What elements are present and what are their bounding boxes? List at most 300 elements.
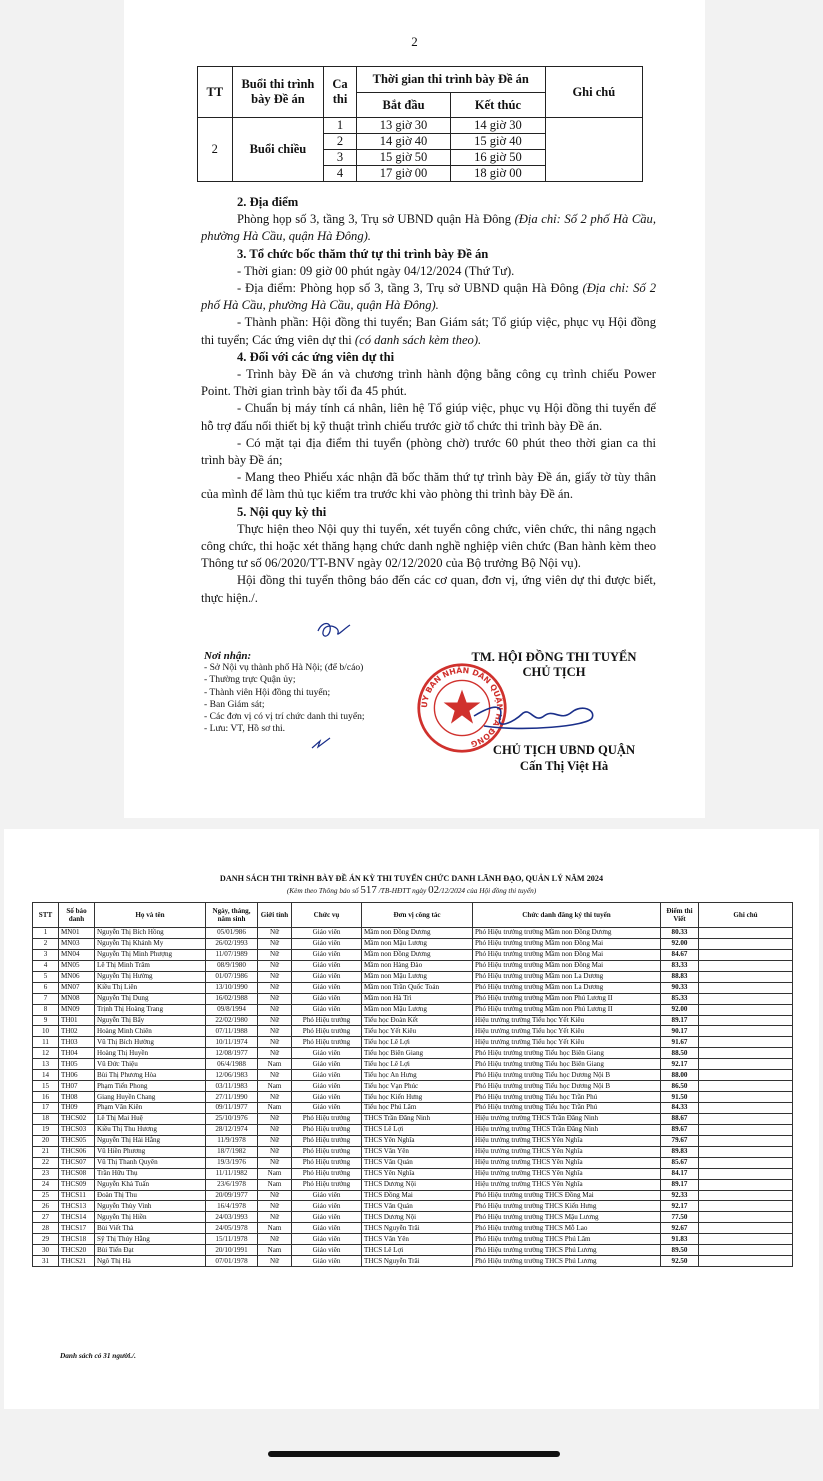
cell-name: Nguyễn Khả Tuấn (95, 1179, 206, 1190)
cell-score: 90.33 (661, 982, 699, 993)
table-row (33, 1212, 793, 1223)
cell-title: Phó Hiệu trưởng trường Tiểu học Dương Nội B (473, 1081, 661, 1092)
cell-position: Giáo viên (292, 971, 362, 982)
cell-stt: 3 (33, 949, 59, 960)
col-note: Ghi chú (545, 67, 642, 118)
cell-sbd: MN06 (59, 971, 95, 982)
cell-stt: 5 (33, 971, 59, 982)
cell-stt: 22 (33, 1157, 59, 1168)
cell-position: Giáo viên (292, 938, 362, 949)
cell-name: Nguyễn Thị Dung (95, 993, 206, 1004)
cell-gender: Nữ (258, 1026, 292, 1037)
cell-title: Hiệu trưởng trường Tiểu học Yết Kiêu (473, 1015, 661, 1026)
cell-unit: THCS Đồng Mai (362, 1190, 473, 1201)
list-subtitle: (Kèm theo Thông báo số 517 /TB-HĐTT ngày 02/12/2024 của Hội đồng thi tuyển) (286, 884, 537, 896)
cell-title: Phó Hiệu trưởng trường THCS Mỗ Lao (473, 1223, 661, 1234)
cell-gender: Nữ (258, 1004, 292, 1015)
cell-unit: Tiểu học Vạn Phúc (362, 1081, 473, 1092)
cell-score: 92.17 (661, 1059, 699, 1070)
shift-end: 18 giờ 00 (451, 166, 545, 182)
cell-gender: Nữ (258, 1157, 292, 1168)
cell-title: Phó Hiệu trưởng trường THCS Kiến Hưng (473, 1201, 661, 1212)
initial-signature (314, 617, 354, 641)
cell-note (699, 949, 793, 960)
cell-unit: THCS Văn Quán (362, 1157, 473, 1168)
cell-stt: 2 (33, 938, 59, 949)
candidate-list-table (32, 902, 793, 1267)
cell-unit: Tiểu học Kiến Hưng (362, 1092, 473, 1103)
cell-unit: Mầm non Đồng Dương (362, 928, 473, 939)
cell-title: Phó Hiệu trưởng trường Tiểu học Biên Giang (473, 1048, 661, 1059)
cell-gender: Nam (258, 1059, 292, 1070)
section-3-title: 3. Tổ chức bốc thăm thứ tự thi trình bày Đề án (237, 246, 489, 261)
cell-note (699, 971, 793, 982)
table-row (33, 1037, 793, 1048)
cell-name: Lê Thị Mai Huệ (95, 1113, 206, 1124)
cell-stt: 15 (33, 1081, 59, 1092)
cell-position: Giáo viên (292, 1092, 362, 1103)
recipient-item: - Lưu: VT, Hồ sơ thi. (204, 723, 286, 735)
table-row (33, 1070, 793, 1081)
cell-name: Trịnh Thị Hoàng Trang (95, 1004, 206, 1015)
cell-score: 90.17 (661, 1026, 699, 1037)
list-title: DANH SÁCH THI TRÌNH BÀY ĐỀ ÁN KỲ THI TUYỂN CHỨC DANH LÃNH ĐẠO, QUẢN LÝ NĂM 2024 (219, 874, 604, 883)
cell-dob: 07/01/1978 (206, 1256, 258, 1267)
cell-position: Phó Hiệu trưởng (292, 1113, 362, 1124)
cell-stt: 26 (33, 1201, 59, 1212)
cell-title: Phó Hiệu trưởng trường Mầm non La Dương (473, 982, 661, 993)
cell-unit: Tiểu học Biên Giang (362, 1048, 473, 1059)
cell-sbd: THCS18 (59, 1234, 95, 1245)
cell-title: Phó Hiệu trưởng trường Tiểu học Trần Phú (473, 1092, 661, 1103)
cell-name: Hoàng Thị Huyền (95, 1048, 206, 1059)
table-row (33, 1245, 793, 1256)
cell-gender: Nữ (258, 1015, 292, 1026)
cell-position: Giáo viên (292, 1245, 362, 1256)
cell-dob: 10/11/1974 (206, 1037, 258, 1048)
cell-title: Hiệu trưởng trường Tiểu học Yết Kiêu (473, 1026, 661, 1037)
cell-score: 92.17 (661, 1201, 699, 1212)
cell-note (699, 1059, 793, 1070)
table-row (33, 1081, 793, 1092)
recipient-item: - Sở Nội vụ thành phố Hà Nội; (để b/cáo) (204, 662, 364, 674)
cell-unit: THCS Nguyễn Trãi (362, 1256, 473, 1267)
table-row (33, 1048, 793, 1059)
cell-sbd: MN08 (59, 993, 95, 1004)
table-row (33, 1113, 793, 1124)
shift-start: 15 giờ 50 (356, 150, 450, 166)
section-4-item: - Trình bày Đề án và chương trình hành động bằng công cụ trình chiếu Power Point. Thời gian trình bày tối đa 45 phút. (201, 367, 656, 399)
cell-name: Vũ Đức Thiệu (95, 1059, 206, 1070)
cell-stt: 9 (33, 1015, 59, 1026)
cell-position: Giáo viên (292, 1070, 362, 1081)
cell-note (699, 1081, 793, 1092)
cell-note (699, 1146, 793, 1157)
cell-position: Giáo viên (292, 1201, 362, 1212)
signatory-role: CHỦ TỊCH (522, 665, 586, 679)
cell-stt: 19 (33, 1124, 59, 1135)
cell-score: 88.00 (661, 1070, 699, 1081)
cell-gender: Nữ (258, 1070, 292, 1081)
cell-score: 85.33 (661, 993, 699, 1004)
cell-sbd: MN09 (59, 1004, 95, 1015)
header-score: Điểm thi Viết (661, 903, 699, 928)
cell-sbd: THCS07 (59, 1157, 95, 1168)
section-3-time: - Thời gian: 09 giờ 00 phút ngày 04/12/2024 (Thứ Tư). (237, 263, 515, 278)
schedule-table (197, 66, 643, 182)
cell-position: Phó Hiệu trưởng (292, 1179, 362, 1190)
cell-score: 79.67 (661, 1135, 699, 1146)
col-time: Thời gian thi trình bày Đề án (356, 67, 545, 93)
cell-gender: Nữ (258, 960, 292, 971)
section-4-title: 4. Đối với các ứng viên dự thi (237, 349, 395, 364)
cell-title: Phó Hiệu trưởng trường Mầm non La Dương (473, 971, 661, 982)
cell-position: Giáo viên (292, 1004, 362, 1015)
cell-position: Giáo viên (292, 1256, 362, 1267)
cell-name: Lê Thị Minh Trâm (95, 960, 206, 971)
signatory-title: CHỦ TỊCH UBND QUẬN (492, 743, 636, 757)
cell-stt: 29 (33, 1234, 59, 1245)
cell-name: Nguyễn Thị Hiền (95, 1212, 206, 1223)
cell-gender: Nữ (258, 1113, 292, 1124)
cell-title: Phó Hiệu trưởng trường THCS Phú Lương (473, 1256, 661, 1267)
cell-note (699, 1245, 793, 1256)
header-stt: STT (33, 903, 59, 928)
cell-name: Bùi Viết Thà (95, 1223, 206, 1234)
table-row (33, 1179, 793, 1190)
recipients-block (204, 650, 404, 735)
row-session: Buổi chiều (232, 118, 324, 182)
header-sbd: Số báo danh (59, 903, 95, 928)
cell-position: Giáo viên (292, 1223, 362, 1234)
cell-note (699, 1234, 793, 1245)
cell-unit: Mầm non Đồng Dương (362, 949, 473, 960)
cell-name: Nguyễn Thị Minh Phượng (95, 949, 206, 960)
cell-name: Nguyễn Thị Bích Hồng (95, 928, 206, 939)
shift-end: 14 giờ 30 (451, 118, 545, 134)
cell-dob: 06/4/1988 (206, 1059, 258, 1070)
cell-note (699, 1256, 793, 1267)
cell-name: Ngô Thị Hà (95, 1256, 206, 1267)
cell-title: Hiệu trưởng trường Tiểu học Yết Kiêu (473, 1037, 661, 1048)
cell-gender: Nữ (258, 1048, 292, 1059)
cell-sbd: THCS09 (59, 1179, 95, 1190)
shift-start: 13 giờ 30 (356, 118, 450, 134)
cell-dob: 12/06/1983 (206, 1070, 258, 1081)
cell-note (699, 960, 793, 971)
cell-title: Phó Hiệu trưởng trường Tiểu học Trần Phú (473, 1103, 661, 1114)
cell-unit: THCS Lê Lợi (362, 1245, 473, 1256)
cell-sbd: MN01 (59, 928, 95, 939)
cell-position: Giáo viên (292, 1103, 362, 1114)
cell-name: Vũ Thị Bích Hường (95, 1037, 206, 1048)
cell-gender: Nữ (258, 993, 292, 1004)
table-row (33, 1223, 793, 1234)
section-5-text: Thực hiện theo Nội quy thi tuyển, xét tuyển công chức, viên chức, thi nâng ngạch công chức, thi hoặc xét thăng hạng chức danh nghề nghiệp viên chức (Ban hành kèm theo Thông tư số 06/2020/TT-BNV ngày 02/12/2020 của Bộ trưởng Bộ Nội vụ). (201, 521, 656, 571)
cell-score: 91.83 (661, 1234, 699, 1245)
table-row (33, 949, 793, 960)
cell-note (699, 1048, 793, 1059)
cell-sbd: THCS14 (59, 1212, 95, 1223)
cell-note (699, 1070, 793, 1081)
col-session: Buổi thi trình bày Đề án (232, 67, 324, 118)
cell-score: 91.50 (661, 1092, 699, 1103)
section-5-title: 5. Nội quy kỳ thi (237, 504, 327, 519)
cell-note (699, 993, 793, 1004)
cell-sbd: THCS13 (59, 1201, 95, 1212)
cell-sbd: THCS08 (59, 1168, 95, 1179)
cell-sbd: TH08 (59, 1092, 95, 1103)
cell-position: Giáo viên (292, 1190, 362, 1201)
cell-note (699, 1004, 793, 1015)
cell-title: Hiệu trưởng trường THCS Trần Đăng Ninh (473, 1113, 661, 1124)
cell-dob: 20/09/1977 (206, 1190, 258, 1201)
table-row (33, 982, 793, 993)
cell-sbd: TH05 (59, 1059, 95, 1070)
cell-score: 89.17 (661, 1179, 699, 1190)
cell-title: Phó Hiệu trưởng trường Tiểu học Dương Nội B (473, 1070, 661, 1081)
table-row (33, 1059, 793, 1070)
home-indicator[interactable] (268, 1451, 560, 1457)
cell-position: Giáo viên (292, 982, 362, 993)
cell-sbd: MN03 (59, 938, 95, 949)
shift-start: 14 giờ 40 (356, 134, 450, 150)
closing-text: Hội đồng thi tuyển thông báo đến các cơ quan, đơn vị, ứng viên dự thi được biết, thực hiện./. (201, 573, 656, 605)
cell-sbd: TH01 (59, 1015, 95, 1026)
cell-score: 92.00 (661, 1004, 699, 1015)
signatory-title-block (424, 742, 704, 774)
cell-stt: 13 (33, 1059, 59, 1070)
cell-unit: Tiểu học Lê Lợi (362, 1059, 473, 1070)
header-unit: Đơn vị công tác (362, 903, 473, 928)
cell-dob: 11/11/1982 (206, 1168, 258, 1179)
section-4-item: - Chuẩn bị máy tính cá nhân, liên hệ Tổ giúp việc, phục vụ Hội đồng thi tuyển để hỗ trợ đấu nối thiết bị kỹ thuật trình chiếu trước giờ tổ chức thi trình bày Đề án. (201, 401, 656, 433)
cell-stt: 17 (33, 1103, 59, 1114)
cell-position: Giáo viên (292, 1081, 362, 1092)
cell-score: 89.67 (661, 1124, 699, 1135)
cell-score: 84.33 (661, 1103, 699, 1114)
cell-title: Phó Hiệu trưởng trường THCS Phú Lãm (473, 1234, 661, 1245)
cell-dob: 09/11/1977 (206, 1103, 258, 1114)
cell-title: Hiệu trưởng trường THCS Yên Nghĩa (473, 1135, 661, 1146)
cell-stt: 7 (33, 993, 59, 1004)
table-row (33, 1092, 793, 1103)
cell-position: Phó Hiệu trưởng (292, 1146, 362, 1157)
cell-position: Giáo viên (292, 1048, 362, 1059)
cell-sbd: TH04 (59, 1048, 95, 1059)
cell-note (699, 1037, 793, 1048)
cell-note (699, 1124, 793, 1135)
shift-ca: 3 (324, 150, 357, 166)
cell-gender: Nữ (258, 971, 292, 982)
cell-name: Vũ Hiền Phương (95, 1146, 206, 1157)
cell-stt: 18 (33, 1113, 59, 1124)
cell-dob: 01/07/1986 (206, 971, 258, 982)
cell-position: Giáo viên (292, 993, 362, 1004)
recipient-item: - Ban Giám sát; (204, 698, 265, 710)
cell-name: Kiều Thị Thu Hương (95, 1124, 206, 1135)
cell-unit: Mầm non Mậu Lương (362, 1004, 473, 1015)
cell-sbd: MN04 (59, 949, 95, 960)
cell-score: 92.33 (661, 1190, 699, 1201)
cell-name: Giang Huyền Chang (95, 1092, 206, 1103)
table-row (33, 1168, 793, 1179)
header-position: Chức vụ (292, 903, 362, 928)
cell-gender: Nam (258, 1081, 292, 1092)
cell-stt: 31 (33, 1256, 59, 1267)
document-page-2 (4, 829, 819, 1409)
table-row (33, 1201, 793, 1212)
cell-score: 89.17 (661, 1015, 699, 1026)
cell-score: 88.83 (661, 971, 699, 982)
cell-sbd: THCS11 (59, 1190, 95, 1201)
cell-title: Phó Hiệu trưởng trường THCS Đồng Mai (473, 1190, 661, 1201)
cell-gender: Nam (258, 1103, 292, 1114)
cell-gender: Nam (258, 1223, 292, 1234)
cell-stt: 30 (33, 1245, 59, 1256)
cell-title: Hiệu trưởng trường THCS Yên Nghĩa (473, 1146, 661, 1157)
cell-sbd: THCS20 (59, 1245, 95, 1256)
cell-unit: Mầm non Hàng Đào (362, 960, 473, 971)
cell-score: 80.33 (661, 928, 699, 939)
cell-note (699, 928, 793, 939)
cell-name: Phạm Văn Kiên (95, 1103, 206, 1114)
cell-unit: Tiểu học Phú Lãm (362, 1103, 473, 1114)
cell-dob: 09/8/1994 (206, 1004, 258, 1015)
cell-stt: 27 (33, 1212, 59, 1223)
row-tt: 2 (198, 118, 233, 182)
cell-gender: Nữ (258, 1256, 292, 1267)
cell-unit: Tiểu học Yết Kiêu (362, 1026, 473, 1037)
cell-position: Phó Hiệu trưởng (292, 1168, 362, 1179)
cell-name: Nguyễn Thùy Vinh (95, 1201, 206, 1212)
cell-name: Phạm Tiến Phong (95, 1081, 206, 1092)
cell-stt: 14 (33, 1070, 59, 1081)
cell-sbd: THCS02 (59, 1113, 95, 1124)
notice-body (201, 194, 656, 607)
table-row (33, 938, 793, 949)
cell-score: 92.50 (661, 1256, 699, 1267)
cell-stt: 1 (33, 928, 59, 939)
recipients-title: Nơi nhận: (204, 650, 252, 662)
cell-title: Hiệu trưởng trường THCS Yên Nghĩa (473, 1168, 661, 1179)
cell-stt: 12 (33, 1048, 59, 1059)
section-2-title: 2. Địa điểm (237, 195, 299, 209)
cell-unit: THCS Lê Lợi (362, 1124, 473, 1135)
header-note: Ghi chú (699, 903, 793, 928)
section-4-item: - Mang theo Phiếu xác nhận đã bốc thăm thứ tự trình bày Đề án, giấy tờ tùy thân của mình để làm thủ tục kiểm tra trước khi vào phòng thi trình bày Đề án. (201, 470, 656, 502)
cell-stt: 23 (33, 1168, 59, 1179)
cell-dob: 22/02/1980 (206, 1015, 258, 1026)
cell-dob: 07/11/1988 (206, 1026, 258, 1037)
cell-note (699, 1092, 793, 1103)
section-3-members: - Thành phần: Hội đồng thi tuyển; Ban Giám sát; Tổ giúp việc, phục vụ Hội đồng thi tuyển; Các ứng viên dự thi (có danh sách kèm theo). (201, 315, 656, 347)
shift-end: 16 giờ 50 (451, 150, 545, 166)
cell-position: Phó Hiệu trưởng (292, 1026, 362, 1037)
recipient-item: - Các đơn vị có vị trí chức danh thi tuyển; (204, 711, 365, 723)
cell-unit: Tiểu học Lê Lợi (362, 1037, 473, 1048)
cell-note (699, 1223, 793, 1234)
section-2-text: Phòng họp số 3, tầng 3, Trụ sở UBND quận Hà Đông (Địa chỉ: Số 2 phố Hà Cầu, phường Hà Cầu, quận Hà Đông). (201, 212, 656, 244)
cell-name: Kiều Thị Liên (95, 982, 206, 993)
cell-unit: Tiểu học An Hưng (362, 1070, 473, 1081)
document-page-1 (124, 0, 705, 818)
cell-gender: Nam (258, 1179, 292, 1190)
cell-note (699, 1026, 793, 1037)
cell-note (699, 1135, 793, 1146)
table-row (33, 1015, 793, 1026)
cell-position: Giáo viên (292, 949, 362, 960)
cell-title: Phó Hiệu trưởng trường Mầm non Phú Lương II (473, 1004, 661, 1015)
cell-name: Nguyễn Thị Bẩy (95, 1015, 206, 1026)
cell-stt: 10 (33, 1026, 59, 1037)
cell-position: Giáo viên (292, 1059, 362, 1070)
cell-sbd: TH02 (59, 1026, 95, 1037)
candidate-rows (33, 928, 793, 1267)
cell-title: Phó Hiệu trưởng trường Mầm non Đồng Mai (473, 949, 661, 960)
cell-name: Sỹ Thị Thúy Hằng (95, 1234, 206, 1245)
table-row (33, 960, 793, 971)
cell-dob: 08/9/1980 (206, 960, 258, 971)
cell-unit: THCS Yên Nghĩa (362, 1168, 473, 1179)
section-3-place: - Địa điểm: Phòng họp số 3, tầng 3, Trụ sở UBND quận Hà Đông (Địa chỉ: Số 2 phố Hà Cầu, phường Hà Cầu, quận Hà Đông). (201, 281, 656, 313)
cell-sbd: MN07 (59, 982, 95, 993)
cell-position: Phó Hiệu trưởng (292, 1157, 362, 1168)
cell-score: 85.67 (661, 1157, 699, 1168)
cell-dob: 18/7/1982 (206, 1146, 258, 1157)
list-footer: Danh sách có 31 người./. (60, 1351, 136, 1360)
cell-name: Nguyễn Thị Hường (95, 971, 206, 982)
cell-note (699, 938, 793, 949)
shift-ca: 2 (324, 134, 357, 150)
cell-score: 92.00 (661, 938, 699, 949)
cell-dob: 15/11/1978 (206, 1234, 258, 1245)
cell-gender: Nữ (258, 938, 292, 949)
cell-dob: 11/9/1978 (206, 1135, 258, 1146)
shift-end: 15 giờ 40 (451, 134, 545, 150)
cell-title: Phó Hiệu trưởng trường THCS Mậu Lương (473, 1212, 661, 1223)
cell-unit: THCS Dương Nội (362, 1179, 473, 1190)
col-end: Kết thúc (451, 93, 545, 118)
cell-dob: 25/10/1976 (206, 1113, 258, 1124)
cell-score: 86.50 (661, 1081, 699, 1092)
header-title: Chức danh đăng ký thi tuyển (473, 903, 661, 928)
cell-name: Đoàn Thị Thu (95, 1190, 206, 1201)
cell-dob: 19/3/1976 (206, 1157, 258, 1168)
cell-position: Phó Hiệu trưởng (292, 1124, 362, 1135)
cell-position: Giáo viên (292, 1212, 362, 1223)
cell-sbd: TH03 (59, 1037, 95, 1048)
header-name: Họ và tên (95, 903, 206, 928)
cell-sbd: TH07 (59, 1081, 95, 1092)
cell-dob: 28/12/1974 (206, 1124, 258, 1135)
cell-gender: Nữ (258, 1124, 292, 1135)
cell-dob: 26/02/1993 (206, 938, 258, 949)
cell-gender: Nữ (258, 1092, 292, 1103)
cell-dob: 12/08/1977 (206, 1048, 258, 1059)
cell-stt: 8 (33, 1004, 59, 1015)
cell-dob: 13/10/1990 (206, 982, 258, 993)
cell-dob: 24/03/1993 (206, 1212, 258, 1223)
cell-unit: THCS Văn Quán (362, 1201, 473, 1212)
cell-position: Phó Hiệu trưởng (292, 1015, 362, 1026)
cell-gender: Nữ (258, 1135, 292, 1146)
cell-title: Phó Hiệu trưởng trường THCS Phú Lương (473, 1245, 661, 1256)
table-row (198, 118, 643, 134)
cell-unit: Mầm non Trần Quốc Toản (362, 982, 473, 993)
cell-name: Trần Hữu Thụ (95, 1168, 206, 1179)
cell-stt: 28 (33, 1223, 59, 1234)
